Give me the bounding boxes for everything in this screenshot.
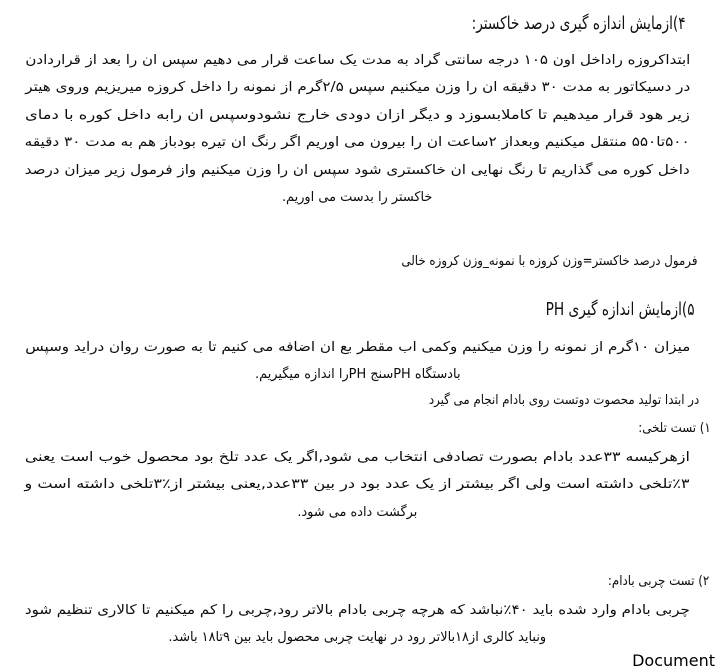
line-text: زیر هود قرار میدهیم تا کاملابسوزد و دیگر ازان دودی خارج نشودوسپس ان رابه داخل کوره با دمای — [25, 107, 690, 123]
paragraph-block — [25, 597, 690, 652]
paragraph-block — [25, 334, 690, 389]
note-row-ph — [0, 389, 715, 413]
line-text: ونباید کالری از۱۸بالاتر رود در نهایت چربی محصول باید بین ۹تا۱۸ باشد. — [168, 630, 547, 646]
heading-ash-percent-test: ۴)ازمایش اندازه گیری درصد خاکستر: — [471, 14, 686, 34]
section-heading-ph — [0, 300, 715, 322]
paragraph-line — [25, 47, 690, 74]
paragraph-line — [25, 102, 690, 129]
label-bitterness-test: ۱) تست تلخی: — [638, 421, 711, 436]
paragraph-line — [297, 499, 417, 526]
paragraph-line — [169, 624, 547, 651]
line-text: برگشت داده می شود. — [297, 504, 418, 520]
paragraph-bitterness-test — [25, 444, 690, 526]
line-text: بادستگاه PHسنج PHرا اندازه میگیریم. — [254, 367, 461, 383]
label-almond-fat-test: ۲) تست چربی بادام: — [607, 574, 710, 589]
formula-row-ash — [0, 250, 715, 274]
subtest-label-row-bitterness — [0, 417, 715, 441]
line-text: در دسیکاتور به مدت ۳۰ دقیقه ان را وزن میکنیم سپس ۲/۵گرم از نمونه را داخل کروزه میریزیم وروی هیتر — [24, 80, 690, 96]
paragraph-block — [25, 444, 690, 526]
paragraph-block — [25, 47, 690, 211]
paragraph-line — [25, 129, 690, 156]
line-text: داخل کوره می گذاریم تا رنگ نهایی ان خاکستری شود سپس ان را وزن میکنیم واز فرمول زیر میزان درصد — [25, 162, 690, 178]
paragraph-line — [25, 157, 690, 184]
paragraph-ash-percent-test — [25, 47, 690, 211]
paragraph-line — [25, 334, 690, 361]
paragraph-line — [25, 597, 690, 624]
paragraph-almond-fat-test — [25, 597, 690, 652]
section-heading-ash — [0, 14, 715, 36]
line-text: چربی بادام وارد شده باید ۴۰٪نباشد که هرچه چربی بادام بالاتر رود,چربی را کم میکنیم تا کالاری تنظیم شود — [25, 603, 690, 618]
paragraph-line — [25, 471, 690, 498]
heading-ph-test: ۵)ازمایش اندازه گیری PH — [545, 300, 695, 320]
paragraph-line — [255, 361, 461, 388]
line-text: خاکستر را بدست می اوریم. — [282, 190, 433, 206]
line-text: ابتداکروزه راداخل اون ۱۰۵ درجه سانتی گراد به مدت یک ساعت قرار می دهیم سپس ان را بعد از قراردادن — [25, 53, 690, 68]
subtest-label-row-almond-fat — [0, 570, 715, 594]
line-text: ۵۰۰تا۵۵۰ منتقل میکنیم وبعداز ۲ساعت ان را بیرون می اوریم اگر رنگ ان تیره بودباز هم به مدت ۳۰ دقیقه — [25, 135, 690, 151]
paragraph-ph-test — [25, 334, 690, 389]
formula-ash-percent: فرمول درصد خاکستر=وزن کروزه با نمونه_وزن کروزه خالی — [401, 254, 698, 269]
paragraph-line — [25, 444, 690, 471]
line-text: ازهرکیسه ۳۳عدد بادام بصورت تصادفی انتخاب می شود,اگر یک عدد تلخ بود محصول خوب است یعنی — [25, 450, 690, 465]
paragraph-line — [25, 74, 690, 101]
line-text: ٪۳تلخی داشته است ولی اگر بیشتر از یک عدد بود در بین ۳۳عدد,یعنی بیشتر از٪۳تلخی داشته است و — [25, 477, 690, 493]
paragraph-line — [282, 184, 432, 211]
line-text: میزان ۱۰گرم از نمونه را وزن میکنیم وکمی اب مقطر بع ان اضافه می کنیم تا به صورت روان دراید وسپس — [25, 340, 690, 355]
note-line-production-tests: در ابتدا تولید محصوت دوتست روی بادام انجام می گیرد — [428, 393, 700, 408]
